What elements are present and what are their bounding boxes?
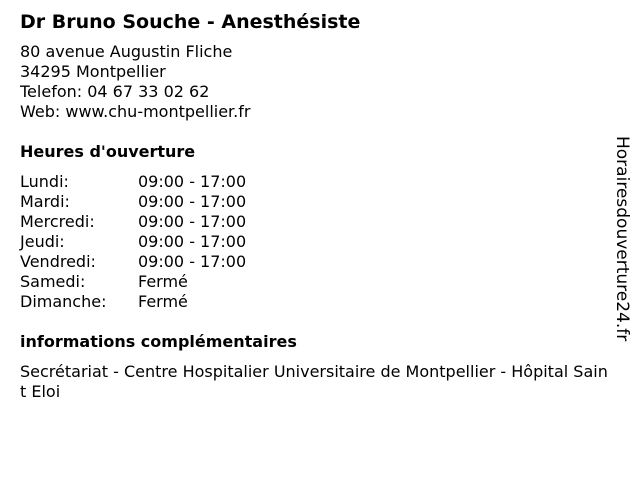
day-label: Samedi: (20, 272, 86, 291)
day-label: Lundi: (20, 172, 69, 191)
business-card (20, 8, 620, 402)
address-block (20, 42, 620, 122)
day-label: Mardi: (20, 192, 70, 211)
hours-row-sunday (20, 292, 620, 312)
time-value: 09:00 - 17:00 (138, 172, 247, 191)
phone-number: Telefon: 04 67 33 02 62 (20, 82, 210, 101)
time-value: Fermé (138, 292, 188, 311)
time-value: Fermé (138, 272, 188, 291)
website-link: Web: www.chu-montpellier.fr (20, 102, 251, 121)
time-value: 09:00 - 17:00 (138, 192, 247, 211)
time-value: 09:00 - 17:00 (138, 212, 247, 231)
page-title: Dr Bruno Souche - Anesthésiste (20, 11, 361, 33)
day-label: Mercredi: (20, 212, 95, 231)
hours-row-tuesday (20, 192, 620, 212)
opening-hours-table (20, 172, 620, 312)
site-watermark: Horairesdouverture24.fr (612, 136, 632, 342)
day-label: Vendredi: (20, 252, 96, 271)
hours-row-thursday (20, 232, 620, 252)
hours-row-wednesday (20, 212, 620, 232)
address-street: 80 avenue Augustin Fliche (20, 42, 233, 61)
day-label: Jeudi: (20, 232, 65, 251)
additional-info-text: Secrétariat - Centre Hospitalier Universitaire de Montpellier - Hôpital Saint Eloi (20, 362, 608, 401)
additional-info-heading: informations complémentaires (20, 332, 297, 351)
opening-hours-heading: Heures d'ouverture (20, 142, 196, 161)
time-value: 09:00 - 17:00 (138, 232, 247, 251)
time-value: 09:00 - 17:00 (138, 252, 247, 271)
hours-row-saturday (20, 272, 620, 292)
day-label: Dimanche: (20, 292, 107, 311)
hours-row-friday (20, 252, 620, 272)
hours-row-monday (20, 172, 620, 192)
address-city: 34295 Montpellier (20, 62, 166, 81)
